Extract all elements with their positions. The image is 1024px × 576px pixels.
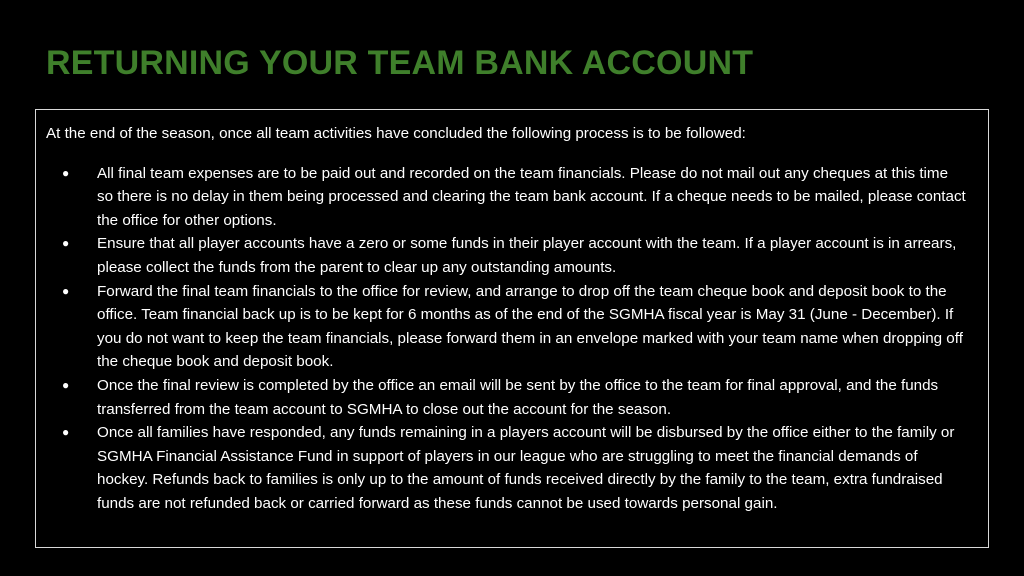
bullet-text: Once all families have responded, any funds remaining in a players account will be disbursed by the office either to the family or SGMHA Financial Assistance Fund in support of players in our league who are struggling to meet the financial demands of hockey. Refunds back to families is only up to the amount of funds received directly by the family to the team, extra fundraised funds are not refunded back or carried forward as these funds cannot be used towards personal gain. <box>97 424 955 512</box>
bullet-icon: ● <box>62 377 70 392</box>
list-item <box>46 162 968 233</box>
bullet-text: Once the final review is completed by the office an email will be sent by the office to the team for final approval, and the funds transferred from the team account to SGMHA to close out the account for the season. <box>97 376 939 418</box>
bullet-text: Forward the final team financials to the office for review, and arrange to drop off the team cheque book and deposit book to the office. Team financial back up is to be kept for 6 months as of the end of the SGMHA fiscal year is May 31 (June - December). If you do not want to keep the team financials, please forward them in an envelope marked with your team name when dropping off the cheque book and deposit book. <box>97 282 963 371</box>
bullet-icon: ● <box>62 425 70 440</box>
bullet-icon: ● <box>62 283 70 298</box>
list-item <box>46 280 968 374</box>
content-box <box>35 109 989 548</box>
slide-title: RETURNING YOUR TEAM BANK ACCOUNT <box>46 44 754 82</box>
bullet-text: All final team expenses are to be paid out and recorded on the team financials. Please do not mail out any cheques at this time so there is no delay in them being processed and clearing the team bank account. If a cheque needs to be mailed, please contact the office for other options. <box>97 164 966 229</box>
list-item <box>46 232 968 279</box>
list-item <box>46 374 968 421</box>
bullet-icon: ● <box>62 236 70 251</box>
list-item <box>46 421 968 515</box>
bullet-list <box>46 162 968 516</box>
intro-text: At the end of the season, once all team activities have concluded the following process is to be followed: <box>46 125 746 142</box>
bullet-text: Ensure that all player accounts have a zero or some funds in their player account with the team. If a player account is in arrears, please collect the funds from the parent to clear up any outstanding amounts. <box>97 235 957 276</box>
bullet-icon: ● <box>62 165 70 180</box>
